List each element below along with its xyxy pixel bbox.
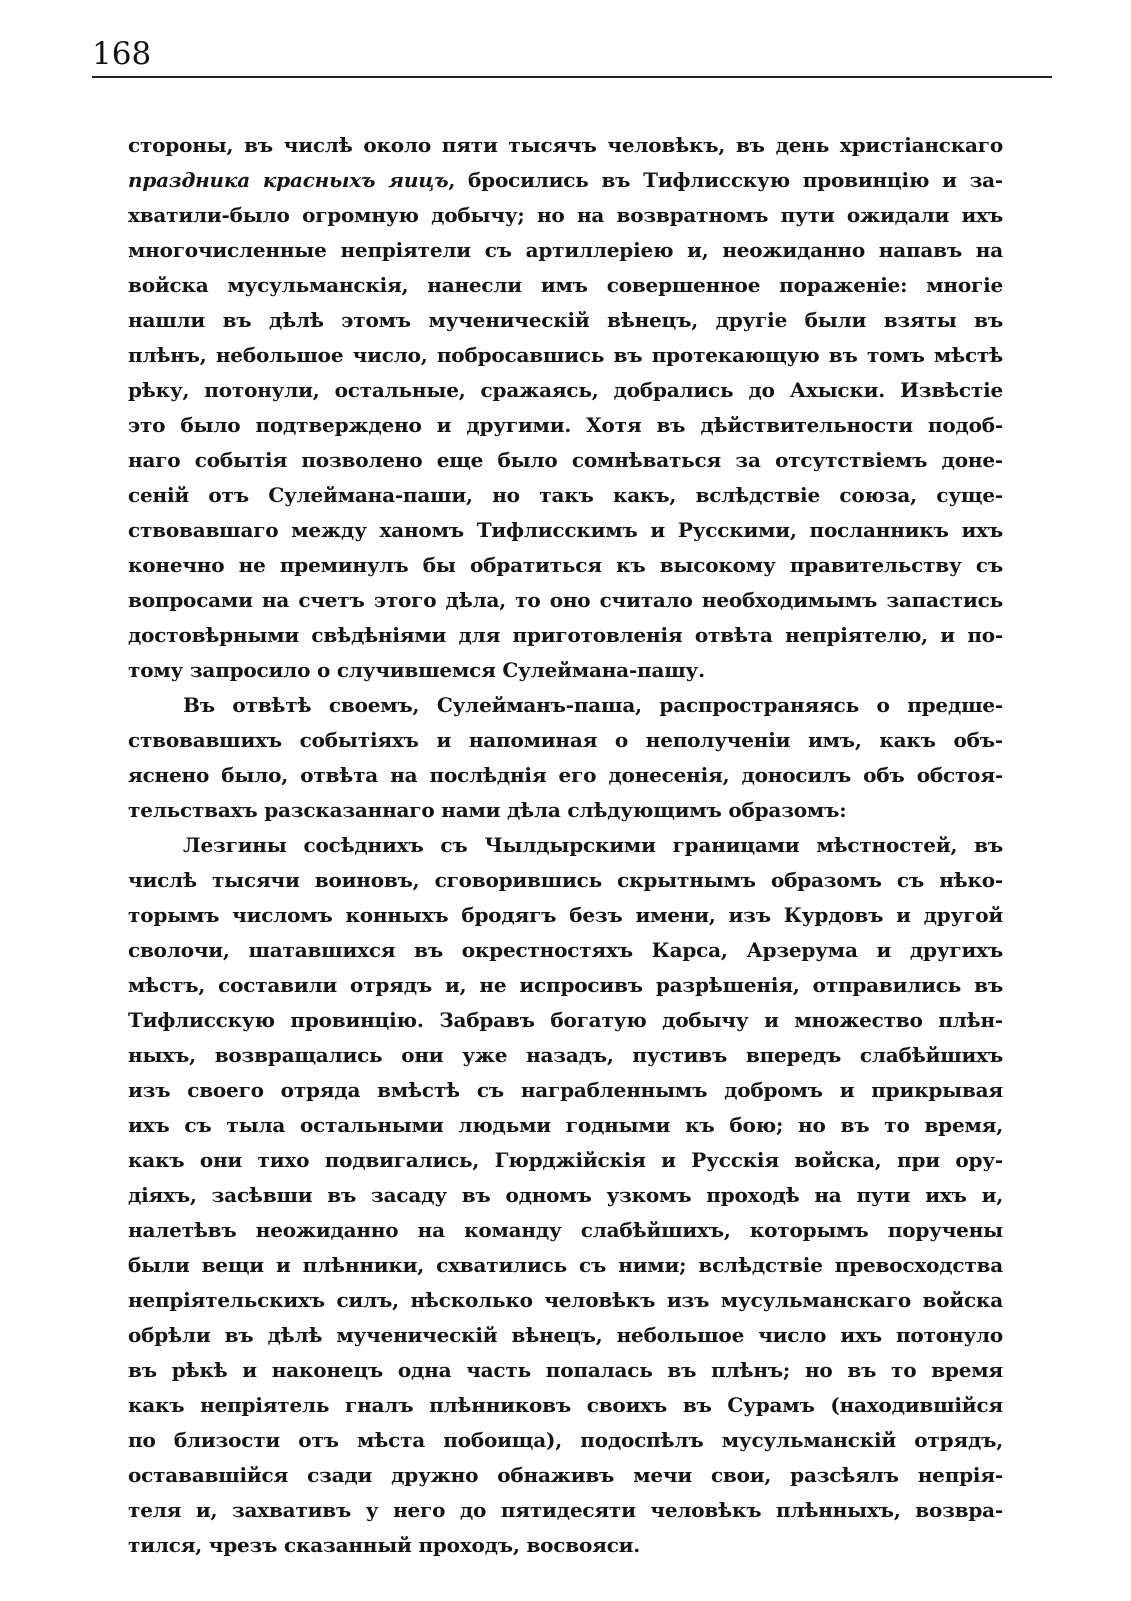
text-segment: хватили-было огромную добычу; но на возвратномъ пути ожидали ихъ [128,203,1003,227]
text-line [128,1318,1003,1353]
text-line [128,1073,1003,1108]
text-line [128,408,1003,443]
text-segment: достовѣрными свѣдѣніями для приготовленія отвѣта непріятелю, и по- [128,623,1003,647]
text-segment: теля и, захвативъ у него до пятидесяти человѣкъ плѣнныхъ, возвра- [128,1498,1003,1522]
text-segment: изъ своего отряда вмѣстѣ съ награбленнымъ добромъ и прикрывая [128,1078,1003,1102]
text-line [128,933,1003,968]
text-segment: наго событія позволено еще было сомнѣваться за отсутствіемъ доне- [128,448,1003,472]
text-segment: нашли въ дѣлѣ этомъ мученическій вѣнецъ, другіе были взяты въ [128,308,1003,332]
text-segment: какъ непріятель гналъ плѣнниковъ своихъ въ Сурамъ (находившійся [128,1393,1003,1417]
text-line [128,338,1003,373]
text-segment: налетѣвъ неожиданно на команду слабѣйшихъ, которымъ поручены [128,1218,1003,1242]
text-segment: числѣ тысячи воиновъ, сговорившись скрытнымъ образомъ съ нѣко- [128,868,1003,892]
text-line [128,1108,1003,1143]
text-segment: Лезгины сосѣднихъ съ Чылдырскими границами мѣстностей, въ [183,833,1003,857]
text-line [128,373,1003,408]
text-line [128,863,1003,898]
text-segment: тельствахъ разсказаннаго нами дѣла слѣдующимъ образомъ: [128,798,847,822]
text-line [128,233,1003,268]
text-line [128,198,1003,233]
text-line [128,303,1003,338]
italic-phrase: праздника красныхъ яицъ [128,168,449,192]
text-line [128,1353,1003,1388]
text-segment: это было подтверждено и другими. Хотя въ дѣйствительности подоб- [128,413,1003,437]
text-line [128,443,1003,478]
text-line [128,758,1003,793]
text-segment: ихъ съ тыла остальными людьми годными къ бою; но въ то время, [128,1113,1003,1137]
text-line [128,1423,1003,1458]
text-segment: стороны, въ числѣ около пяти тысячъ человѣкъ, въ день христіанскаго [128,133,1003,157]
text-line [128,513,1003,548]
text-line [128,1143,1003,1178]
text-segment: ствовавшаго между ханомъ Тифлисскимъ и Русскими, посланникъ ихъ [128,518,1003,542]
text-segment: вопросами на счетъ этого дѣла, то оно считало необходимымъ запастись [128,588,1003,612]
text-segment: обрѣли въ дѣлѣ мученическій вѣнецъ, небольшое число ихъ потонуло [128,1323,1003,1347]
text-line [128,548,1003,583]
text-line [128,688,1003,723]
text-segment: какъ они тихо подвигались, Гюрджійскія и Русскія войска, при ору- [128,1148,1003,1172]
text-segment: непріятельскихъ силъ, нѣсколько человѣкъ изъ мусульманскаго войска [128,1288,1003,1312]
text-line [128,898,1003,933]
text-segment: по близости отъ мѣста побоища), подоспѣлъ мусульманскій отрядъ, [128,1428,1003,1452]
text-line [128,828,1003,863]
text-line [128,1458,1003,1493]
text-line [128,268,1003,303]
text-segment: яснено было, отвѣта на послѣднія его донесенія, доносилъ объ обстоя- [128,763,1003,787]
text-line [128,128,1003,163]
body-text [128,128,1003,1563]
text-segment: войска мусульманскія, нанесли имъ совершенное пораженіе: многіе [128,273,1003,297]
text-segment: Тифлисскую провинцію. Забравъ богатую добычу и множество плѣн- [128,1008,1003,1032]
text-segment: тился, чрезъ сказанный проходъ, восвояси. [128,1533,641,1557]
text-segment: ствовавшихъ событіяхъ и напоминая о неполученіи имъ, какъ объ- [128,728,1003,752]
text-segment: плѣнъ, небольшое число, побросавшись въ протекающую въ томъ мѣстѣ [128,343,1003,367]
text-line [128,723,1003,758]
text-segment: конечно не преминулъ бы обратиться къ высокому правительству съ [128,553,1003,577]
text-line [128,1213,1003,1248]
text-segment: , бросились въ Тифлисскую провинцію и за- [448,168,1003,192]
text-line [128,1528,1003,1563]
page-number: 168 [92,36,152,72]
text-line [128,1388,1003,1423]
text-segment: сеній отъ Сулеймана-паши, но такъ какъ, вслѣдствіе союза, суще- [128,483,1003,507]
text-line [128,968,1003,1003]
text-line [128,618,1003,653]
text-line [128,1248,1003,1283]
text-line [128,163,1003,198]
text-line [128,583,1003,618]
text-line [128,1283,1003,1318]
text-segment: сволочи, шатавшихся въ окрестностяхъ Карса, Арзерума и другихъ [128,938,1003,962]
text-line [128,478,1003,513]
text-line [128,793,1003,828]
text-segment: многочисленные непріятели съ артиллеріею и, неожиданно напавъ на [128,238,1003,262]
text-segment: рѣку, потонули, остальные, сражаясь, добрались до Ахыски. Извѣстіе [128,378,1003,402]
text-segment: діяхъ, засѣвши въ засаду въ одномъ узкомъ проходѣ на пути ихъ и, [128,1183,1003,1207]
text-segment: мѣстъ, составили отрядъ и, не испросивъ разрѣшенія, отправились въ [128,973,1003,997]
text-line [128,1493,1003,1528]
text-segment: были вещи и плѣнники, схватились съ ними; вслѣдствіе превосходства [128,1253,1003,1277]
text-segment: торымъ числомъ конныхъ бродягъ безъ имени, изъ Курдовъ и другой [128,903,1003,927]
text-segment: тому запросило о случившемся Сулеймана-пашу. [128,658,705,682]
text-segment: ныхъ, возвращались они уже назадъ, пустивъ впередъ слабѣйшихъ [128,1043,1003,1067]
text-segment: Въ отвѣтѣ своемъ, Сулейманъ-паша, распространяясь о предше- [183,693,1003,717]
text-segment: въ рѣкѣ и наконецъ одна часть попалась въ плѣнъ; но въ то время [128,1358,1003,1382]
text-line [128,1003,1003,1038]
text-line [128,1038,1003,1073]
text-line [128,653,1003,688]
text-line [128,1178,1003,1213]
header-rule [92,76,1052,78]
text-segment: остававшійся сзади дружно обнаживъ мечи свои, разсѣялъ непрія- [128,1463,1003,1487]
